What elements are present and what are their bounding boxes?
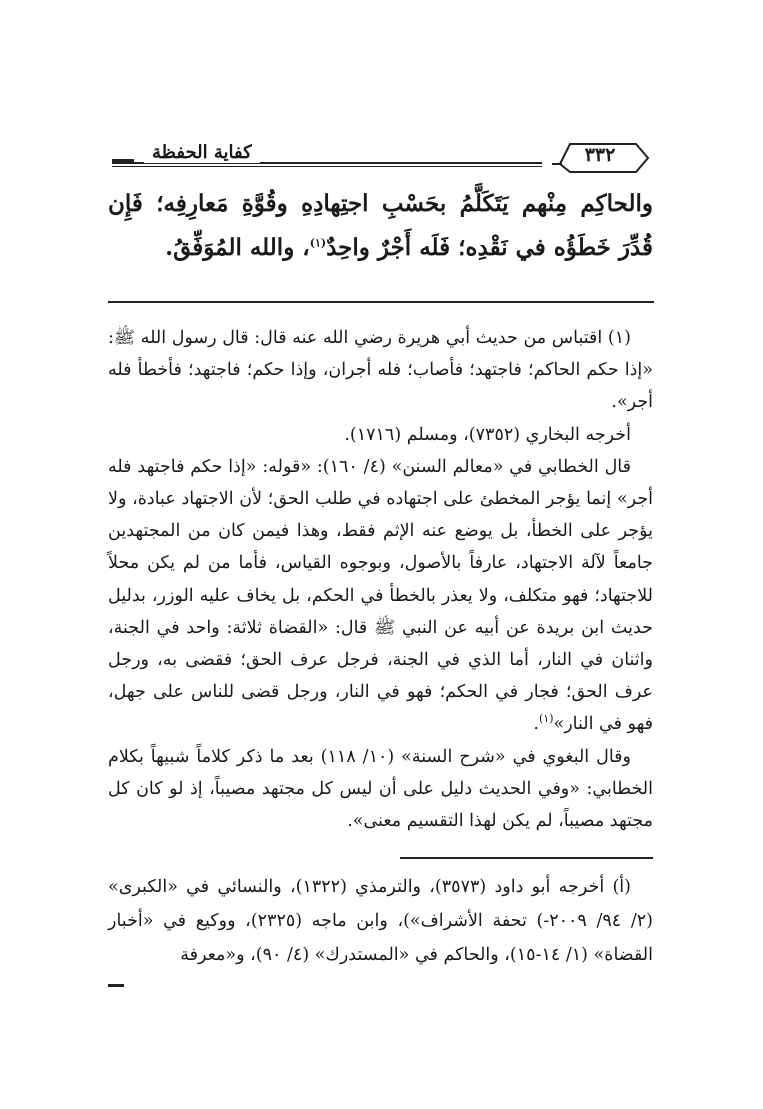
footnote-1-hadith: (١) اقتباس من حديث أبي هريرة رضي الله عنه قال: قال رسول الله ﷺ: «إذا حكم الحاكم؛ فاجتهد؛ فأصاب؛ فله أجران، وإذا حكم؛ فاجتهد؛ فأخطأ فله أجر». <box>108 328 653 413</box>
main-paragraph <box>108 182 653 270</box>
subnote-ref: (١) <box>538 712 554 726</box>
footnote-ref: (١) <box>309 236 327 250</box>
continuation-mark <box>108 984 124 987</box>
khattabi-end: . <box>533 714 539 735</box>
main-paragraph-text: والحاكِم مِنْهم يَتَكَلَّمُ بحَسْبِ اجتِهادِهِ وقُوَّةِ مَعارِفِه؛ فَإِن قُدِّرَ خَطَؤُه في نَقْدِه؛ فَلَه أَجْرٌ واحِدٌ <box>108 190 653 261</box>
running-header <box>112 138 652 178</box>
running-title: كفاية الحفظة <box>144 142 260 163</box>
footnote-1-baghawi: وقال البغوي في «شرح السنة» (١٠/ ١١٨) بعد ما ذكر كلاماً شبيهاً بكلام الخطابي: «وفي الحديث دليل على أن ليس كل مجتهد مصيباً، إذ لو كان كل مجتهد مصيباً، لم يكن لهذا التقسيم معنى». <box>108 746 653 832</box>
page-number: ٣٣٢ <box>584 144 616 166</box>
footnote-1-khattabi <box>108 451 653 741</box>
main-text <box>108 182 653 270</box>
footnotes <box>108 322 653 837</box>
page-number-badge <box>552 138 652 178</box>
subnote-a: (أ) أخرجه أبو داود (٣٥٧٣)، والترمذي (١٣٢٢)، والنسائي في «الكبرى» (٢/ ٩٤/ ٢٠٠٩-) تحفة الأشراف»)، وابن ماجه (٢٣٢٥)، ووكيع في «أخبار القضاة» (١/ ١٤-١٥)، والحاكم في «المستدرك» (٤/ ٩٠)، و«معرفة <box>108 877 653 965</box>
main-paragraph-end: ، والله المُوَفِّقُ. <box>165 234 310 261</box>
footnote-1-source: أخرجه البخاري (٧٣٥٢)، ومسلم (١٧١٦). <box>344 424 631 445</box>
footnote-separator <box>108 301 654 303</box>
subnotes <box>108 870 653 972</box>
subnote-separator <box>400 857 653 859</box>
khattabi-text: قال الخطابي في «معالم السنن» (٤/ ١٦٠): «قوله: «إذا حكم فاجتهد فله أجر» إنما يؤجر المخطئ على اجتهاده في طلب الحق؛ لأن الاجتهاد عبادة، ولا يؤجر على الخطأ، بل يوضع عنه الإثم فقط، وهذا فيمن كان من المجتهدين جامعاً لآلة الاجتهاد، عارفاً بالأصول، وبوجوه القياس، فأما من لم يكن محلاً للاجتهاد؛ فهو متكلف، ولا يعذر بالخطأ في الحكم، بل يخاف عليه الوزر، بدليل حديث ابن بريدة عن أبيه عن النبي ﷺ قال: «القضاة ثلاثة: واحد في الجنة، واثنان في النار، أما الذي في الجنة، فرجل عرف الحق؛ فقضى به، ورجل عرف الحق؛ فجار في الحكم؛ فهو في النار، ورجل قضى للناس على جهل، فهو في النار» <box>108 456 653 735</box>
